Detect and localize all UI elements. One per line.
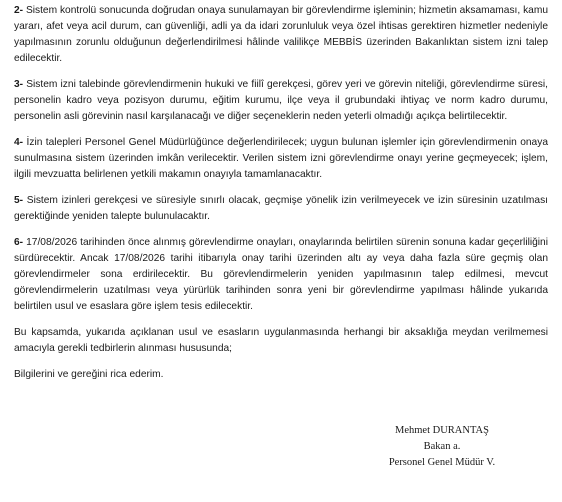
- paragraph-5: [14, 193, 548, 225]
- paragraph-text: Sistem kontrolü sonucunda doğrudan onaya sunulamayan bir görevlendirme işleminin; hizmetin aksamaması, kamu yararı, afet veya acil durum, can güvenliği, adli ya da idari zorunluluk veya özel ihtisas gerektiren hizmetler nedeniyle yapılmasının zorunlu olduğunun değerlendirilmesi hâlinde valilikçe MEBBİS üzerinden Bakanlıktan sistem izni talep edilecektir.: [14, 5, 548, 64]
- signature-block: [372, 423, 512, 471]
- paragraph-6: [14, 235, 548, 315]
- paragraph-text: Sistem izni talebinde görevlendirmenin hukuki ve fiilî gerekçesi, görev yeri ve görevin niteliği, görevlendirme süresi, personelin kadro veya pozisyon durumu, eğitim kurumu, ilçe veya il grubundaki ihtiyaç ve norm kadro durumu, personelin asli görevinin nasıl karşılanacağı ve diğer seçeneklerin neden yeterli olmadığı açıkça belirtilecektir.: [14, 79, 548, 122]
- document-body: [14, 3, 548, 393]
- signatory-name: Mehmet DURANTAŞ: [395, 425, 489, 436]
- paragraph-4: [14, 135, 548, 183]
- paragraph-number: 5-: [14, 195, 24, 206]
- paragraph-text: İzin talepleri Personel Genel Müdürlüğünce değerlendirilecek; uygun bulunan işlemler için görevlendirmenin onaya sunulmasına sistem üzerinden imkân verilecektir. Verilen sistem izni görevlendirme onayı yerine geçmeyecek; işlem, ilgili mevzuatta belirlenen yetkili makamın onayıyla tamamlanacaktır.: [14, 137, 548, 180]
- paragraph-number: 3-: [14, 79, 24, 90]
- paragraph-number: 2-: [14, 5, 24, 16]
- paragraph-number: 4-: [14, 137, 24, 148]
- closing-regards: Bilgilerini ve gereğini rica ederim.: [14, 369, 164, 380]
- paragraph-3: [14, 77, 548, 125]
- paragraph-number: 6-: [14, 237, 24, 248]
- closing-request: Bu kapsamda, yukarıda açıklanan usul ve esasların uygulanmasında herhangi bir aksaklığa meydan verilmemesi amacıyla gerekli tedbirlerin alınması hususunda;: [14, 327, 548, 354]
- signatory-title-line1: Bakan a.: [423, 441, 461, 452]
- paragraph-text: 17/08/2026 tarihinden önce alınmış görevlendirme onayları, onaylarında belirtilen sürenin sonuna kadar geçerliliğini sürdürecektir. Ancak 17/08/2026 tarihi itibarıyla onay tarihi üzerinden altı ay veya daha fazla süre geçmiş olan görevlendirmeler sona erdirilecektir. Bu görevlendirmelerin yeniden yapılmasının talep edilmesi, mevcut görevlendirmelerin uzatılması veya yürürlük tarihinden sonra yeni bir görevlendirme yapılması hâlinde yukarıda belirtilen usul ve esaslara göre işlem tesis edilecektir.: [14, 237, 548, 312]
- paragraph-2: [14, 3, 548, 67]
- signatory-title-line2: Personel Genel Müdür V.: [388, 457, 496, 468]
- paragraph-text: Sistem izinleri gerekçesi ve süresiyle sınırlı olacak, geçmişe yönelik izin verilmeyecek ve izin süresinin uzatılması gerektiğinde yeniden talepte bulunulacaktır.: [14, 195, 548, 222]
